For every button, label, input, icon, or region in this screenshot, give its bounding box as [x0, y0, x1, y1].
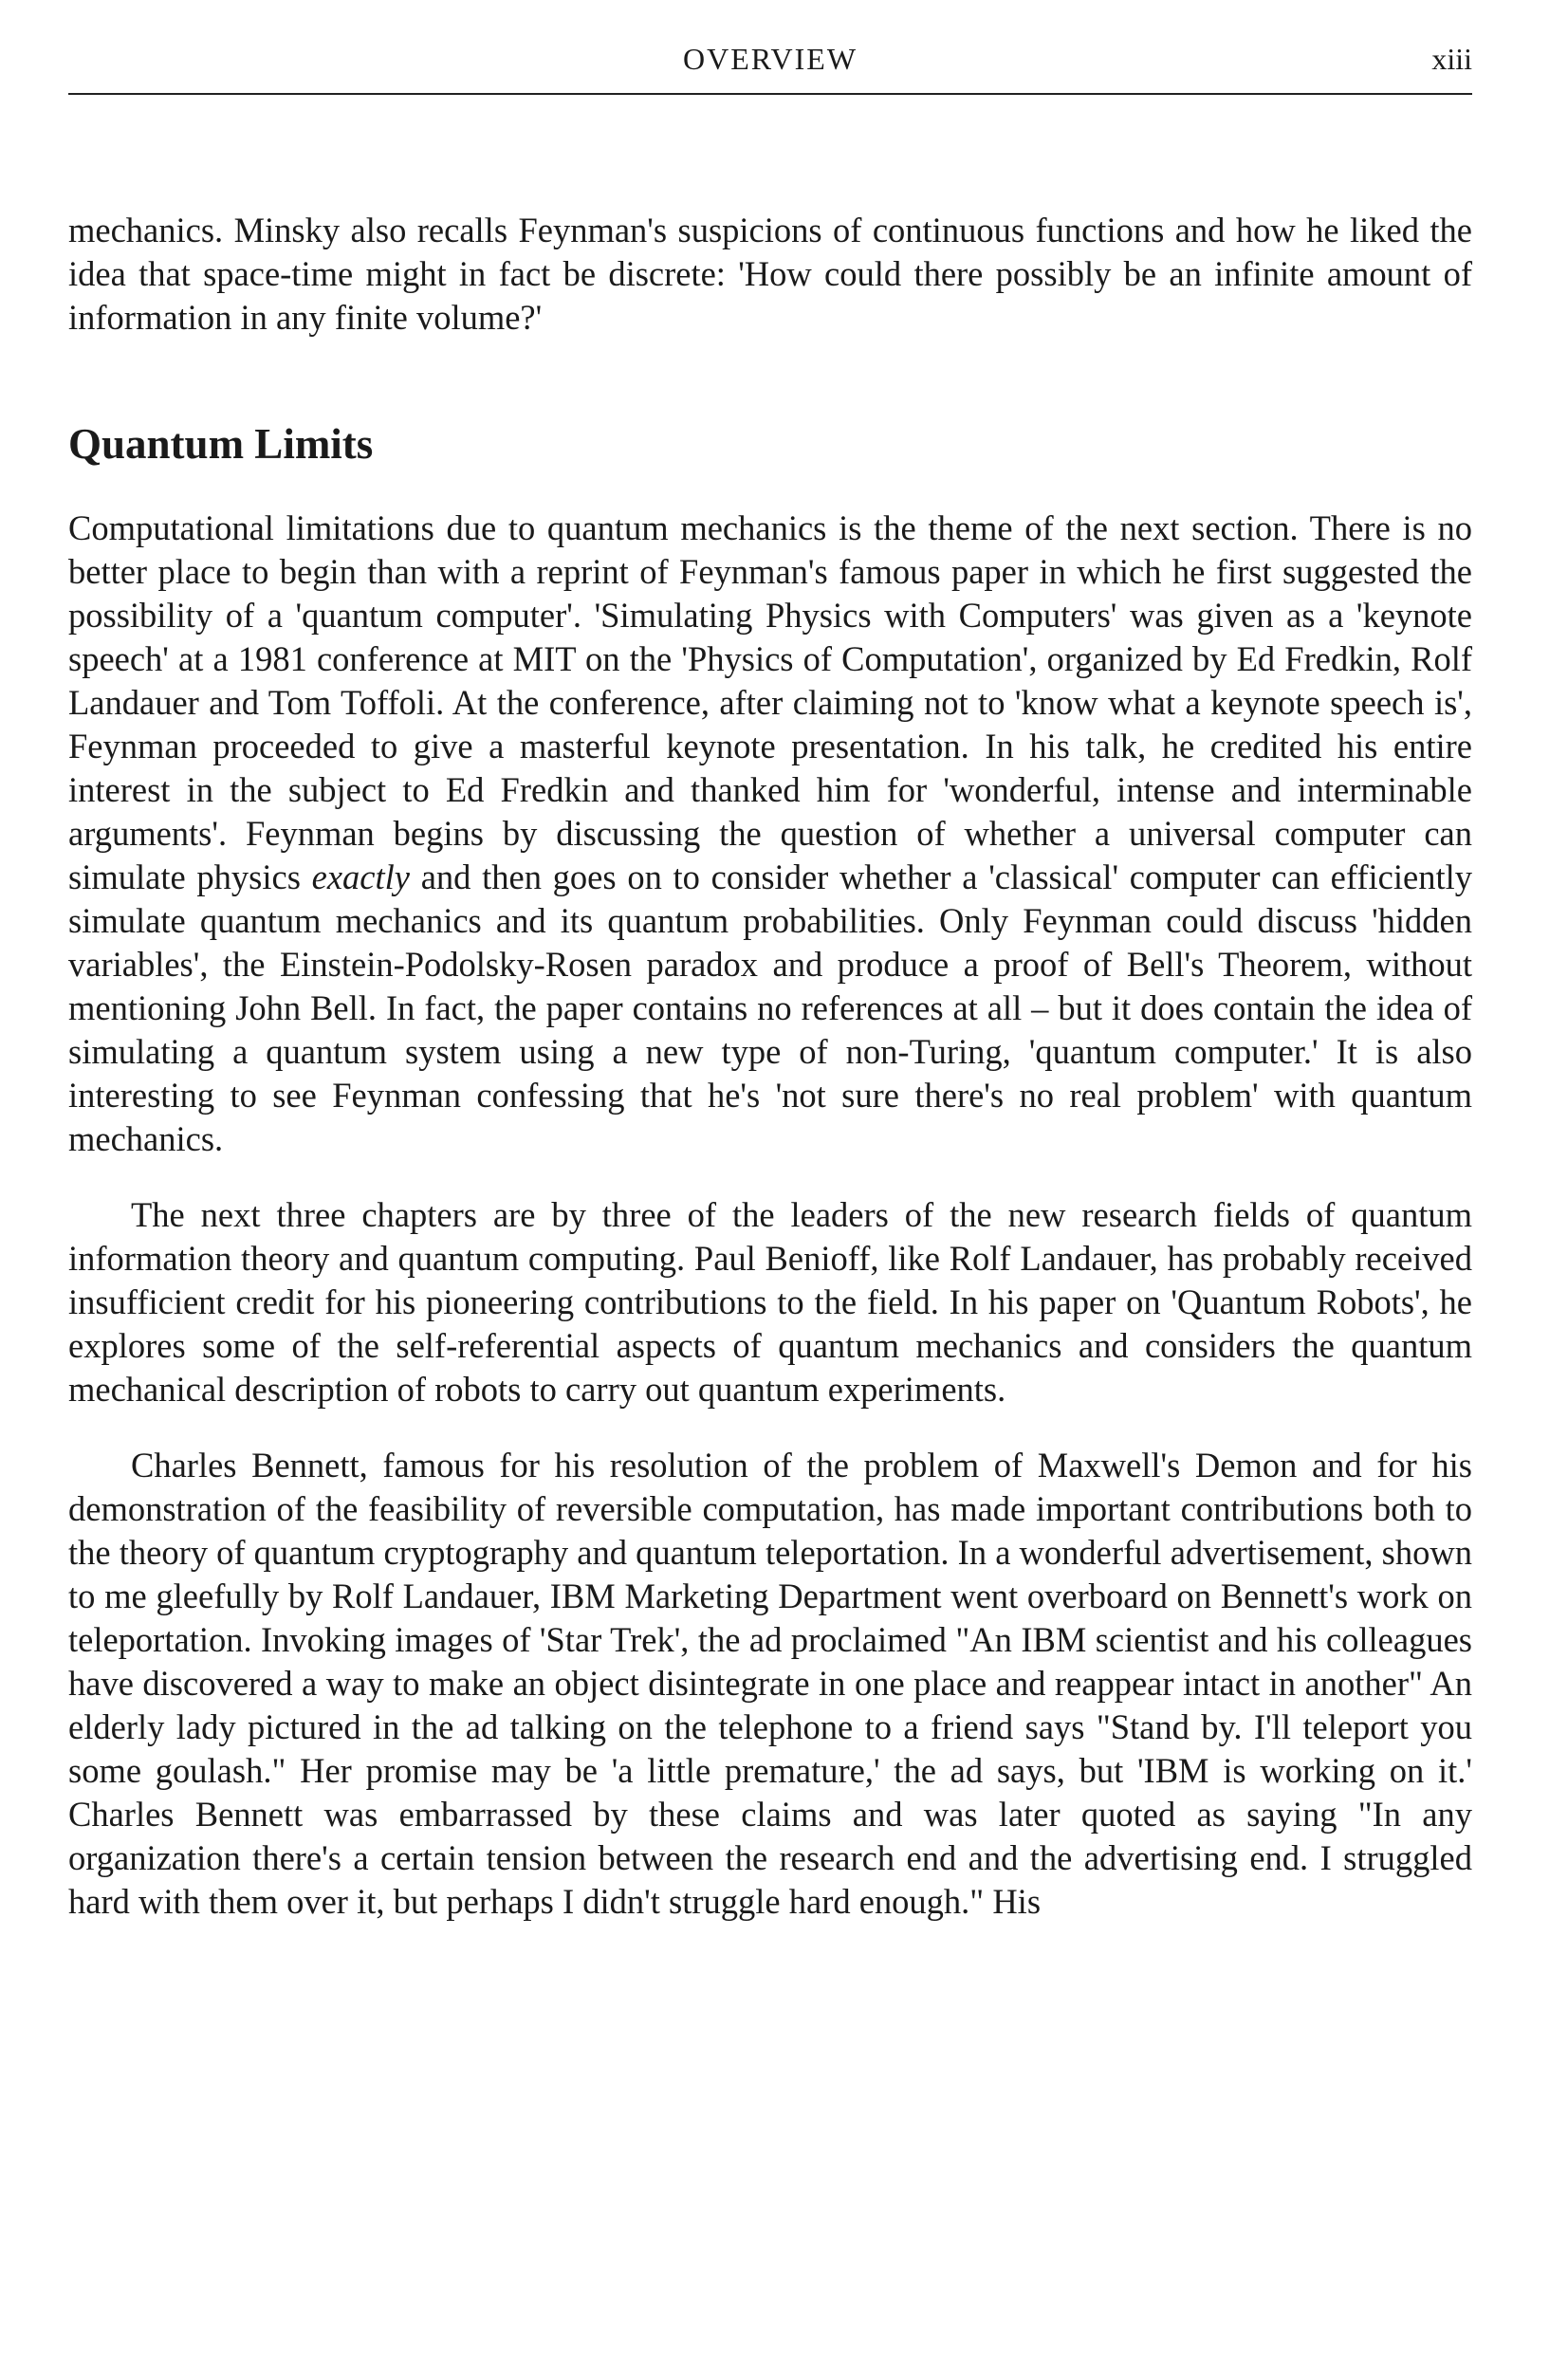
continuation-paragraph: mechanics. Minsky also recalls Feynman's suspicions of continuous functions and how he liked the idea that space-time might in fact be discrete: 'How could there possibly be an infinite amount of information in any finite volume?' [68, 211, 1472, 337]
section-heading: Quantum Limits [68, 420, 374, 468]
paragraph-bennett: Charles Bennett, famous for his resolution of the problem of Maxwell's Demon and for his demonstration of the feasibility of reversible computation, has made important contributions both to the theory of quantum cryptography and quantum teleportation. In a wonderful advertisement, shown to me gleefully by Rolf Landauer, IBM Marketing Department went overboard on Bennett's work on teleportation. Invoking images of 'Star Trek', the ad proclaimed "An IBM scientist and his colleagues have discovered a way to make an object disintegrate in one place and reappear intact in another" An elderly lady pictured in the ad talking on the telephone to a friend says "Stand by. I'll teleport you some goulash." Her promise may be 'a little premature,' the ad says, but 'IBM is working on it.' Charles Bennett was embarrassed by these claims and was later quoted as saying "In any organization there's a certain tension between the research end and the advertising end. I struggled hard with them over it, but perhaps I didn't struggle hard enough." His [68, 1446, 1472, 1921]
book-page [68, 28, 1472, 1924]
paragraph-text: and then goes on to consider whether a 'classical' computer can efficiently simulate quantum mechanics and its quantum probabilities. Only Feynman could discuss 'hidden variables', the Einstein-Podolsky-Rosen paradox and produce a proof of Bell's Theorem, without mentioning John Bell. In fact, the paper contains no references at all – but it does contain the idea of simulating a quantum system using a new type of non-Turing, 'quantum computer.' It is also interesting to see Feynman confessing that he's 'not sure there's no real problem' with quantum mechanics. [68, 858, 1472, 1158]
running-title: OVERVIEW [682, 42, 858, 76]
paragraph-benioff: The next three chapters are by three of the leaders of the new research fields of quantum information theory and quantum computing. Paul Benioff, like Rolf Landauer, has probably received insufficient credit for his pioneering contributions to the field. In his paper on 'Quantum Robots', he explores some of the self-referential aspects of quantum mechanics and considers the quantum mechanical description of robots to carry out quantum experiments. [68, 1195, 1472, 1409]
emphasis-exactly: exactly [311, 858, 410, 896]
paragraph-feynman [68, 507, 1472, 1161]
running-header [68, 28, 1472, 95]
paragraph-text: Computational limitations due to quantum mechanics is the theme of the next section. There is no better place to begin than with a reprint of Feynman's famous paper in which he first suggested the possibility of a 'quantum computer'. 'Simulating Physics with Computers' was given as a 'keynote speech' at a 1981 conference at MIT on the 'Physics of Computation', organized by Ed Fredkin, Rolf Landauer and Tom Toffoli. At the conference, after claiming not to 'know what a keynote speech is', Feynman proceeded to give a masterful keynote presentation. In his talk, he credited his entire interest in the subject to Ed Fredkin and thanked him for 'wonderful, intense and interminable arguments'. Feynman begins by discussing the question of whether a universal computer can simulate physics [68, 508, 1472, 896]
page-number: xiii [1431, 42, 1472, 76]
